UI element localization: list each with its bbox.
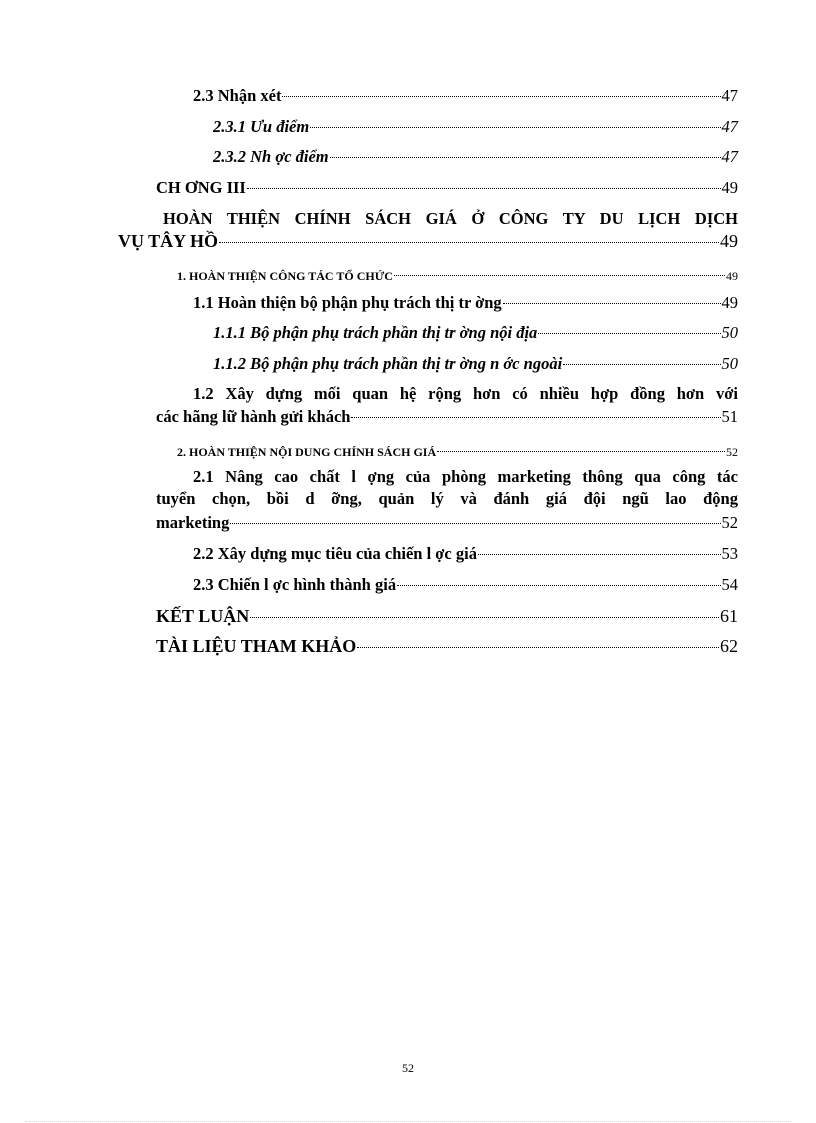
toc-entry-label: 2. HOÀN THIỆN NỘI DUNG CHÍNH SÁCH GIÁ: [177, 445, 437, 459]
toc-entry[interactable]: [193, 575, 738, 595]
toc-entry-label: KẾT LUẬN: [156, 606, 250, 626]
toc-entry[interactable]: [213, 147, 738, 167]
toc-entry-page: 50: [721, 354, 738, 373]
toc-entry-label: marketing: [156, 513, 230, 532]
toc-entry-label: 2.3 Nhận xét: [193, 86, 282, 105]
toc-entry[interactable]: [177, 266, 738, 286]
toc-entry[interactable]: [193, 86, 738, 106]
dot-leader: [394, 275, 725, 276]
dot-leader: [250, 617, 719, 618]
page-number: 52: [402, 1061, 414, 1075]
toc-entry[interactable]: [213, 323, 738, 343]
dot-leader: [219, 242, 719, 243]
dot-leader: [538, 333, 720, 334]
dot-leader: [478, 554, 721, 555]
toc-entry-multiline[interactable]: [156, 384, 738, 404]
toc-entry-label: 1.1 Hoàn thiện bộ phận phụ trách thị tr ờng: [193, 293, 502, 312]
toc-entry-label: 1.1.1 Bộ phận phụ trách phần thị tr ờng nội địa: [213, 323, 538, 342]
toc-entry-label-line: 2.1 Nâng cao chất l ợng của phòng marketing thông qua công tác: [193, 467, 738, 486]
dot-leader: [282, 96, 720, 97]
toc-entry-label-line: HOÀN THIỆN CHÍNH SÁCH GIÁ Ở CÔNG TY DU LỊCH DỊCH: [163, 209, 738, 228]
toc-entry-page: 53: [721, 544, 738, 563]
toc-entry-label-line: 1.2 Xây dựng mối quan hệ rộng hơn có nhiều hợp đồng hơn với: [193, 384, 738, 403]
toc-entry-page: 54: [721, 575, 738, 594]
toc-entry[interactable]: [156, 178, 738, 198]
dot-leader: [351, 417, 720, 418]
toc-entry-multiline[interactable]: [156, 467, 738, 509]
toc-entry[interactable]: [193, 293, 738, 313]
page-bottom-divider: [25, 1121, 791, 1122]
dot-leader: [397, 585, 720, 586]
toc-entry-label-line: tuyển chọn, bồi d ỡng, quản lý và đánh giá đội ngũ lao động: [156, 489, 738, 508]
toc-entry-page: 52: [726, 445, 738, 459]
toc-entry[interactable]: [213, 354, 738, 374]
dot-leader: [310, 127, 720, 128]
toc-entry-label: 2.3.2 Nh ợc điểm: [213, 147, 329, 166]
toc-entry-label: CH ƠNG III: [156, 178, 246, 197]
toc-entry[interactable]: [193, 544, 738, 564]
toc-entry-label: 1. HOÀN THIỆN CÔNG TÁC TỔ CHỨC: [177, 269, 393, 283]
toc-entry-page: 47: [721, 147, 738, 166]
toc-entry[interactable]: [156, 513, 738, 533]
toc-entry-page: 62: [720, 636, 738, 656]
toc-entry-page: 49: [721, 293, 738, 312]
toc-entry[interactable]: [177, 442, 738, 462]
toc-entry[interactable]: [156, 636, 738, 656]
toc-entry-label: các hãng lữ hành gửi khách: [156, 407, 351, 426]
dot-leader: [247, 188, 721, 189]
toc-entry-page: 51: [721, 407, 738, 426]
dot-leader: [330, 157, 721, 158]
toc-entry[interactable]: [156, 606, 738, 626]
toc-entry-page: 47: [721, 117, 738, 136]
dot-leader: [563, 364, 720, 365]
toc-entry-label: 1.1.2 Bộ phận phụ trách phần thị tr ờng n ớc ngoài: [213, 354, 563, 373]
toc-entry-label: 2.3 Chiến l ợc hình thành giá: [193, 575, 397, 594]
dot-leader: [503, 303, 721, 304]
toc-entry-page: 49: [721, 178, 738, 197]
toc-entry-label: 2.3.1 Ưu điểm: [213, 117, 310, 136]
toc-entry-page: 61: [720, 606, 738, 626]
toc-entry-page: 47: [721, 86, 738, 105]
dot-leader: [230, 523, 720, 524]
toc-entry[interactable]: [156, 407, 738, 427]
dot-leader: [357, 647, 719, 648]
toc-entry[interactable]: [118, 231, 738, 251]
toc-entry-label: VỤ TÂY HỒ: [118, 231, 219, 251]
toc-entry-label: 2.2 Xây dựng mục tiêu của chiến l ợc giá: [193, 544, 477, 563]
toc-entry[interactable]: [213, 117, 738, 137]
toc-entry-page: 50: [721, 323, 738, 342]
dot-leader: [437, 451, 725, 452]
toc-entry-page: 49: [720, 231, 738, 251]
toc-entry-label: TÀI LIỆU THAM KHẢO: [156, 636, 357, 656]
toc-entry-page: 49: [726, 269, 738, 283]
toc-entry-chapter-title[interactable]: [118, 209, 738, 229]
toc-entry-page: 52: [721, 513, 738, 532]
